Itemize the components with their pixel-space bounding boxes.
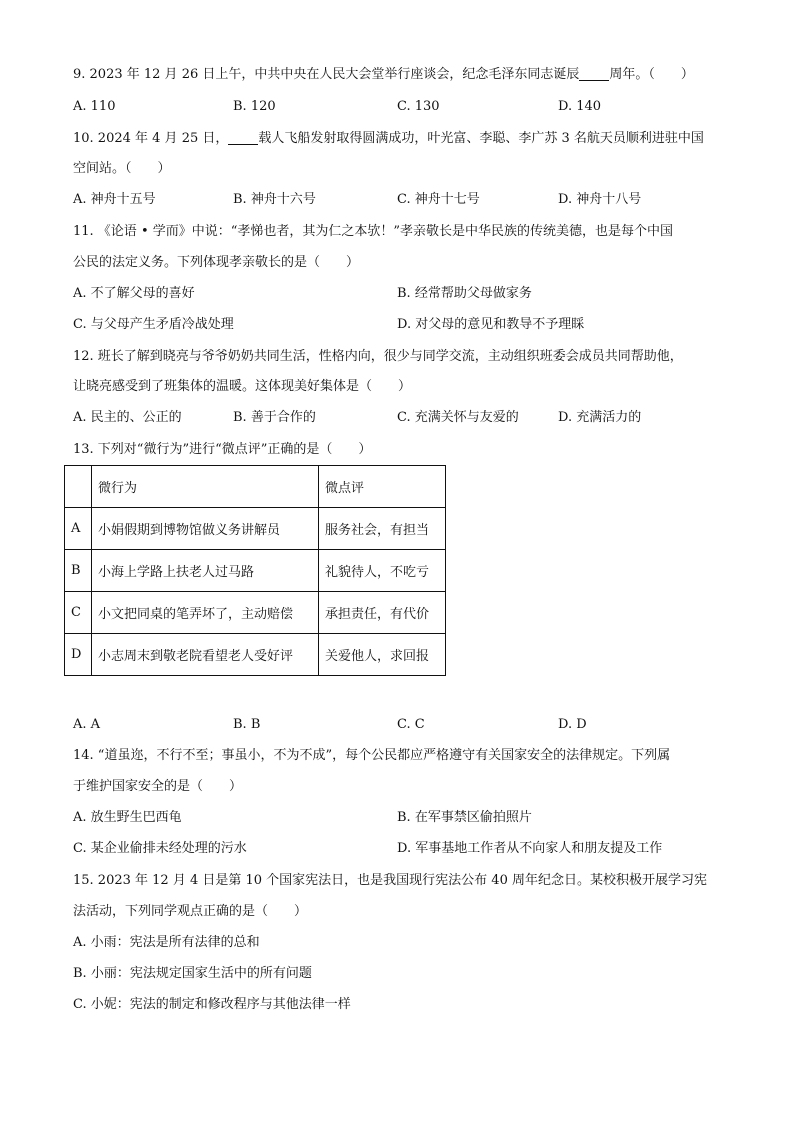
table-cell: 承担责任，有代价 [319,592,446,634]
table-cell: 礼貌待人，不吃亏 [319,550,446,592]
question-9-option-b: B. 120 [233,99,276,114]
question-15-option-a: A. 小雨：宪法是所有法律的总和 [73,935,260,950]
question-14-stem-cont: 于维护国家安全的是（ ） [73,779,243,794]
table-cell: 小文把同桌的笔弄坏了，主动赔偿 [92,592,319,634]
question-14-option-a: A. 放生野生巴西龟 [73,810,182,825]
table-header-cell [65,466,92,508]
question-15-option-c: C. 小妮：宪法的制定和修改程序与其他法律一样 [73,997,351,1012]
question-14-stem: 14. “道虽迩，不行不至；事虽小，不为不成”，每个公民都应严格遵守有关国家安全的法律规定。下列属 [73,748,671,763]
question-9-option-d: D. 140 [558,99,602,114]
table-cell: 小志周末到敬老院看望老人受好评 [92,634,319,676]
table-row [65,508,446,550]
table-header-cell: 微点评 [319,466,446,508]
question-13-option-c: C. C [397,717,425,732]
question-10-option-b: B. 神舟十六号 [233,192,316,207]
table-cell: B [65,550,92,592]
question-13-option-a: A. A [73,717,101,732]
question-9-stem [73,65,694,85]
question-12-option-c: C. 充满关怀与友爱的 [397,410,519,425]
question-text: 9. 2023 年 12 月 26 日上午，中共中央在人民大会堂举行座谈会，纪念毛泽东同志诞辰 [73,67,580,82]
question-14-option-b: B. 在军事禁区偷拍照片 [397,810,532,825]
table-cell: C [65,592,92,634]
table-header-cell: 微行为 [92,466,319,508]
question-9-option-a: A. 110 [73,99,116,114]
question-11-option-a: A. 不了解父母的喜好 [73,286,195,301]
question-12-option-d: D. 充满活力的 [558,410,642,425]
question-14-option-d: D. 军事基地工作者从不向家人和朋友提及工作 [397,841,663,856]
question-12-stem-cont: 让晓亮感受到了班集体的温暖。这体现美好集体是（ ） [73,379,412,394]
question-13-option-b: B. B [233,717,261,732]
question-12-stem: 12. 班长了解到晓亮与爷爷奶奶共同生活，性格内向，很少与同学交流，主动组织班委会成员共同帮助他， [73,349,683,364]
question-10-stem [73,129,704,149]
question-11-option-b: B. 经常帮助父母做家务 [397,286,532,301]
question-15-stem-cont: 法活动，下列同学观点正确的是（ ） [73,904,308,919]
table-row [65,550,446,592]
question-10-option-a: A. 神舟十五号 [73,192,156,207]
question-10-option-d: D. 神舟十八号 [558,192,642,207]
table-header-row [65,466,446,508]
question-10-option-c: C. 神舟十七号 [397,192,480,207]
table-cell: 小娟假期到博物馆做义务讲解员 [92,508,319,550]
answer-blank [579,67,609,81]
question-12-option-a: A. 民主的、公正的 [73,410,182,425]
question-13-option-d: D. D [558,717,587,732]
question-13-table [64,465,446,676]
question-15-option-b: B. 小丽：宪法规定国家生活中的所有问题 [73,966,312,981]
table-row [65,592,446,634]
table-cell: 服务社会，有担当 [319,508,446,550]
table-row [65,634,446,676]
answer-blank [228,131,258,145]
table-cell: 关爱他人，求回报 [319,634,446,676]
question-11-stem: 11. 《论语 • 学而》中说：“孝悌也者，其为仁之本欤！”孝亲敬长是中华民族的传统美德，也是每个中国 [73,224,674,239]
question-14-option-c: C. 某企业偷排未经处理的污水 [73,841,247,856]
question-11-option-d: D. 对父母的意见和教导不予理睬 [397,317,585,332]
table-cell: 小海上学路上扶老人过马路 [92,550,319,592]
question-text: 载人飞船发射取得圆满成功，叶光富、李聪、李广苏 3 名航天员顺利进驻中国 [258,131,704,146]
question-11-stem-cont: 公民的法定义务。下列体现孝亲敬长的是（ ） [73,255,360,270]
question-text: 周年。（ ） [609,67,694,82]
question-text: 10. 2024 年 4 月 25 日， [73,131,229,146]
question-11-option-c: C. 与父母产生矛盾冷战处理 [73,317,234,332]
table-cell: A [65,508,92,550]
question-13-stem: 13. 下列对“微行为”进行“微点评”正确的是（ ） [73,442,372,457]
question-12-option-b: B. 善于合作的 [233,410,316,425]
question-15-stem: 15. 2023 年 12 月 4 日是第 10 个国家宪法日，也是我国现行宪法公布 40 周年纪念日。某校积极开展学习宪 [73,873,707,888]
table-cell: D [65,634,92,676]
question-10-stem-cont: 空间站。（ ） [73,161,171,176]
question-9-option-c: C. 130 [397,99,440,114]
